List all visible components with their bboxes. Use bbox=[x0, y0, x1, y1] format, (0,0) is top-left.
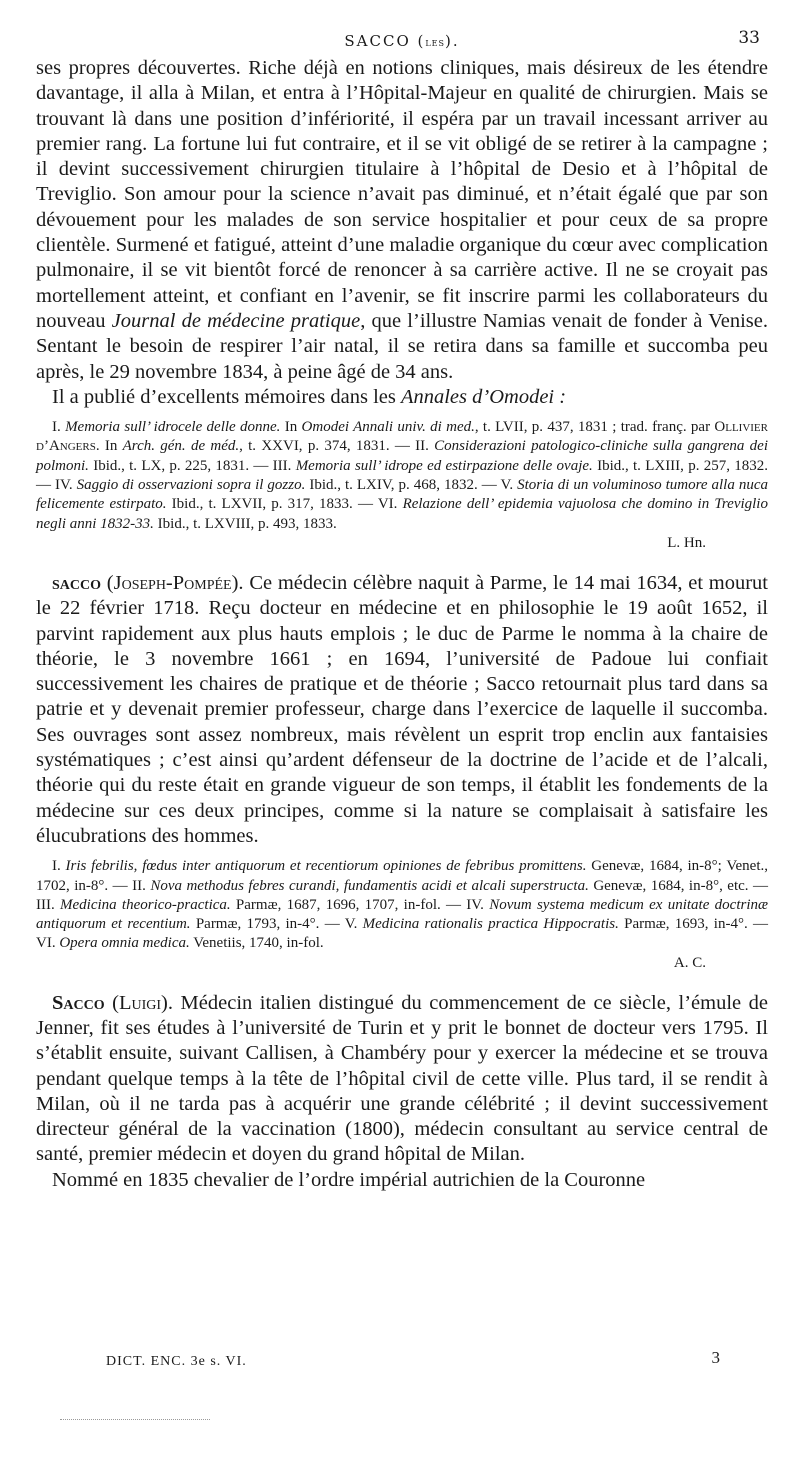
running-title bbox=[36, 32, 768, 50]
continued-paragraph bbox=[36, 56, 768, 385]
citation-title: Nova methodus febres curandi, fundamentis acidi et alcali superstructa. bbox=[150, 877, 589, 894]
author-name: Ollivier d’Angers bbox=[36, 419, 768, 455]
running-title-end: ). bbox=[445, 32, 460, 50]
citation-detail: Ibid., t. LXVII, p. 317, 1833. — VI. bbox=[166, 496, 403, 513]
bibliography-1 bbox=[36, 418, 768, 534]
citation-title: Medicina rationalis practica Hippocratis. bbox=[362, 916, 619, 933]
footer-signature-mark: DICT. ENC. 3e s. VI. bbox=[106, 1354, 247, 1369]
entry-luigi bbox=[36, 991, 768, 1168]
citation-title: Opera omnia medica. bbox=[59, 935, 190, 952]
citation-detail: Genevæ, 1684, in-8°, etc. — III. bbox=[36, 877, 769, 913]
citation-detail: Parmæ, 1793, in-4°. — V. bbox=[190, 916, 363, 933]
page-footer bbox=[36, 1344, 732, 1374]
signature-1: L. Hn. bbox=[667, 534, 706, 551]
citation-title: Memoria sull’ idrocele delle donne. bbox=[65, 419, 281, 436]
citation-detail: I. bbox=[52, 419, 66, 436]
citation-title: Iris febrilis, fœdus inter antiquorum et recentiorum opiniones de febribus promittens. bbox=[65, 858, 587, 875]
annales-title: Annales d’Omodei : bbox=[400, 385, 567, 408]
citation-detail: In bbox=[280, 419, 302, 436]
citation-detail: Parmæ, 1687, 1696, 1707, in-fol. — IV. bbox=[230, 896, 490, 913]
headword-luigi: Sacco bbox=[52, 991, 105, 1014]
citation-title: Arch. gén. de méd. bbox=[122, 438, 240, 455]
continued-text-b: , que l’illustre Namias venait de fonder à Venise. Sentant le besoin de respirer l’air natal, il se retira dans sa famille et succomba peu après, le 29 novembre 1834, à peine âgé de 34 ans. bbox=[36, 309, 768, 383]
publications-intro bbox=[36, 385, 768, 410]
citation-detail: Ibid., t. LXVIII, p. 493, 1833. bbox=[153, 515, 337, 532]
citation-detail: . In bbox=[95, 438, 123, 455]
document-page bbox=[36, 22, 768, 1193]
citation-title: Storia di un voluminoso tumore alla nuca felicemente estirpato. bbox=[36, 477, 768, 513]
publications-intro-text: Il a publié d’excellents mémoires dans les bbox=[52, 385, 401, 408]
citation-detail: Ibid., t. LX, p. 225, 1831. — III. bbox=[88, 457, 296, 474]
citation-title: Saggio di osservazioni sopra il gozzo. bbox=[76, 477, 306, 494]
citation-detail: I. bbox=[52, 858, 66, 875]
entry-luigi-paragraph-2: Nommé en 1835 chevalier de l’ordre impérial autrichien de la Couronne bbox=[52, 1168, 646, 1191]
entry-joseph-pompee bbox=[36, 571, 768, 849]
citation-title: Omodei Annali univ. di med. bbox=[301, 419, 475, 436]
citation-detail: Ibid., t. LXIII, p. 257, 1832. — IV. bbox=[36, 457, 768, 494]
running-title-main: SACCO ( bbox=[344, 32, 426, 50]
faint-bleed-through-line bbox=[60, 1419, 210, 1420]
citation-detail: Parmæ, 1693, in-4°. — VI. bbox=[36, 916, 768, 952]
continued-text-a: ses propres découvertes. Riche déjà en notions cliniques, mais désireux de les étendre davantage, il alla à Milan, et entra à l’Hôpital-Majeur en qualité de chirurgien. Mais se trouvant là dans une position d’infériorité, il espéra par un travail incessant arriver au premier rang. La fortune lui fut contraire, et il se vit obligé de se retirer à la campagne ; il devint successivement chirurgien titulaire à l’hôpital de Desio et à l’hôpital de Treviglio. Son amour pour la science n’avait pas diminué, et n’était égalé que par son dévouement pour les malades de son service hospitalier et pour ceux de sa propre clientèle. Surmené et fatigué, atteint d’une maladie organique du cœur avec complication pulmonaire, il se vit bientôt forcé de renoncer à sa carrière active. Il ne se croyait pas mortellement atteint, et confiant en l’avenir, se fit inscrire parmi les collaborateurs du nouveau bbox=[36, 57, 768, 332]
entry-luigi-text: Médecin italien distingué du commencement de ce siècle, l’émule de Jenner, fit ses études à l’université de Turin et y prit le bonnet de docteur vers 1795. Il s’établit ensuite, suivant Callisen, à Chambéry pour y exercer la médecine et se trouva pendant quelque temps à la tête de l’hôpital civil de cette ville. Plus tard, il se rendit à Milan, où il ne tarda pas à acquérir une grande célébrité ; il devint successivement directeur général de la vaccination (1800), médecin consultant au service central de santé, premier médecin et doyen du grand hôpital de Milan. bbox=[36, 991, 769, 1166]
headword-joseph: sacco bbox=[52, 571, 102, 594]
citation-detail: Venetiis, 1740, in-fol. bbox=[189, 935, 324, 952]
citation-detail: , t. XXVI, p. 374, 1831. — II. bbox=[239, 438, 435, 455]
citation-title: Considerazioni patologico-cliniche sulla gangrena dei polmoni. bbox=[36, 438, 768, 474]
citation-detail: , t. LVII, p. 437, 1831 ; trad. franç. par bbox=[474, 419, 715, 436]
running-title-sc: les bbox=[425, 36, 445, 49]
citation-title: Memoria sull’ idrope ed estirpazione delle ovaje. bbox=[295, 457, 593, 474]
citation-title: Novum systema medicum ex unitate doctrinæ antiquorum et recentium. bbox=[36, 896, 768, 933]
footer-gathering-number: 3 bbox=[711, 1348, 720, 1367]
forename-joseph: (Joseph-Pompée). bbox=[106, 571, 244, 594]
citation-detail: Genevæ, 1684, in-8°; Venet., 1702, in-8°. — II. bbox=[36, 858, 768, 894]
signature-2: A. C. bbox=[673, 954, 706, 971]
page-number: 33 bbox=[738, 28, 760, 48]
bibliography-2 bbox=[36, 857, 768, 953]
citation-title: Relazione dell’ epidemia vajuolosa che domino in Treviglio negli anni 1832-33. bbox=[36, 496, 768, 532]
citation-title: Medicina theorico-practica. bbox=[60, 896, 231, 913]
page-header bbox=[36, 22, 768, 56]
forename-luigi: (Luigi). bbox=[112, 991, 174, 1014]
journal-title: Journal de médecine pratique bbox=[111, 309, 361, 332]
citation-detail: Ibid., t. LXIV, p. 468, 1832. — V. bbox=[305, 477, 518, 494]
entry-joseph-text: Ce médecin célèbre naquit à Parme, le 14 mai 1634, et mourut le 22 février 1718. Reçu docteur en médecine et en philosophie le 19 août 1652, il parvint rapidement aux plus hauts emplois ; le duc de Parme le nomma à la chaire de théorie, le 3 novembre 1661 ; en 1694, l’université de Padoue lui confiait successivement les chaires de pratique et de théorie ; Sacco retournait plus tard dans sa patrie et y devenait premier professeur, charge dans l’exercice de laquelle il succomba. Ses ouvrages sont assez nombreux, mais révèlent un esprit trop enclin aux fantaisies systématiques ; c’est ainsi qu’ardent défenseur de la doctrine de l’acide et de l’alcali, théorie qui du reste était en grande vigueur de son temps, il établit les fondements de la médecine sur ces deux principes, comme si la nature se complaisait à satisfaire les élucubrations des hommes. bbox=[36, 571, 769, 847]
